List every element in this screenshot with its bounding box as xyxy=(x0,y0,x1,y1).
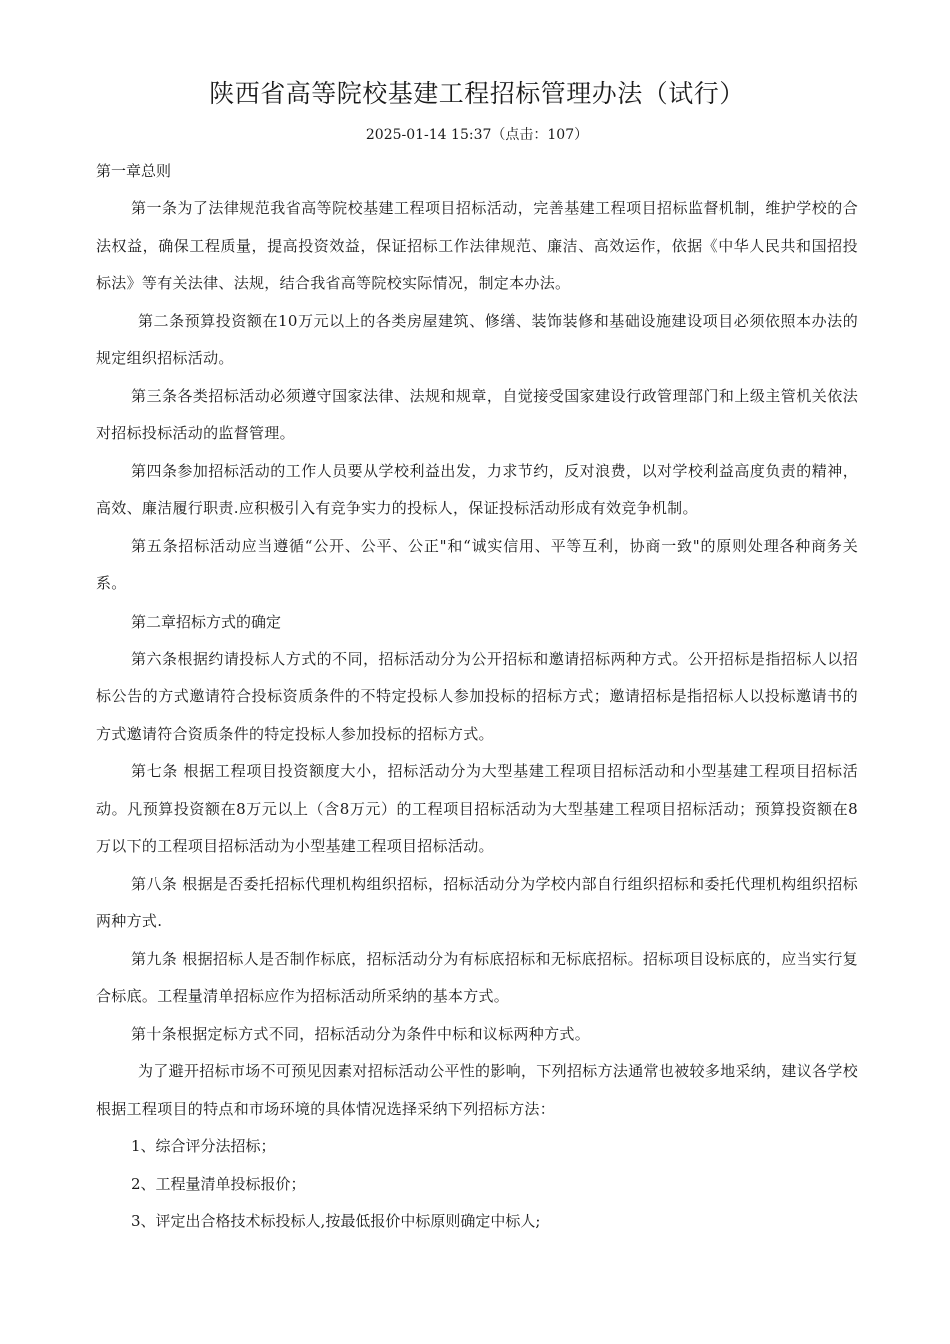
publish-date: 2025-01-14 15:37 xyxy=(365,127,492,143)
article-paragraph: 第六条根据约请投标人方式的不同，招标活动分为公开招标和邀请招标两种方式。公开招标是指招标人以招标公告的方式邀请符合投标资质条件的不特定投标人参加投标的招标方式；邀请招标是指招标人以投标邀请书的方式邀请符合资质条件的特定投标人参加投标的招标方式。 xyxy=(96,649,858,743)
document-meta xyxy=(96,124,858,146)
document-page xyxy=(96,70,858,1241)
method-intro-paragraph: 为了避开招标市场不可预见因素对招标活动公平性的影响，下列招标方法通常也被较多地采纳，建议各学校根据工程项目的特点和市场环境的具体情况选择采纳下列招标方法： xyxy=(96,1062,858,1118)
list-item: 3、评定出合格技术标投标人,按最低报价中标原则确定中标人; xyxy=(131,1212,541,1230)
article-paragraph: 第二条预算投资额在10万元以上的各类房屋建筑、修缮、装饰装修和基础设施建设项目必须依照本办法的规定组织招标活动。 xyxy=(96,311,858,367)
article-paragraph: 第五条招标活动应当遵循“公开、公平、公正"和“诚实信用、平等互利，协商一致"的原则处理各种商务关系。 xyxy=(96,536,858,592)
article-paragraph: 第九条 根据招标人是否制作标底，招标活动分为有标底招标和无标底招标。招标项目设标底的，应当实行复合标底。工程量清单招标应作为招标活动所采纳的基本方式。 xyxy=(96,949,858,1005)
document-title: 陕西省高等院校基建工程招标管理办法（试行） xyxy=(209,79,745,108)
article-paragraph: 第七条 根据工程项目投资额度大小，招标活动分为大型基建工程项目招标活动和小型基建工程项目招标活动。凡预算投资额在8万元以上（含8万元）的工程项目招标活动为大型基建工程项目招标活动；预算投资额在8万以下的工程项目招标活动为小型基建工程项目招标活动。 xyxy=(96,762,858,855)
article-paragraph: 第三条各类招标活动必须遵守国家法律、法规和规章，自觉接受国家建设行政管理部门和上级主管机关依法对招标投标活动的监督管理。 xyxy=(96,386,858,442)
chapter-heading: 第一章总则 xyxy=(96,162,172,180)
article-paragraph: 第十条根据定标方式不同，招标活动分为条件中标和议标两种方式。 xyxy=(131,1024,591,1043)
article-paragraph: 第八条 根据是否委托招标代理机构组织招标，招标活动分为学校内部自行组织招标和委托代理机构组织招标两种方式. xyxy=(96,874,858,930)
view-count: （点击：107） xyxy=(491,127,589,143)
list-item: 2、工程量清单投标报价； xyxy=(131,1174,306,1193)
list-item: 1、综合评分法招标； xyxy=(131,1137,276,1155)
article-paragraph: 第一条为了法律规范我省高等院校基建工程项目招标活动，完善基建工程项目招标监督机制，维护学校的合法权益，确保工程质量，提高投资效益，保证招标工作法律规范、廉洁、高效运作，依据《中华人民共和国招投标法》等有关法律、法规，结合我省高等院校实际情况，制定本办法。 xyxy=(96,199,858,292)
chapter-heading: 第二章招标方式的确定 xyxy=(131,612,282,631)
article-paragraph: 第四条参加招标活动的工作人员要从学校利益出发，力求节约，反对浪费，以对学校利益高度负责的精神，高效、廉洁履行职责.应积极引入有竞争实力的投标人，保证投标活动形成有效竞争机制。 xyxy=(96,461,858,517)
